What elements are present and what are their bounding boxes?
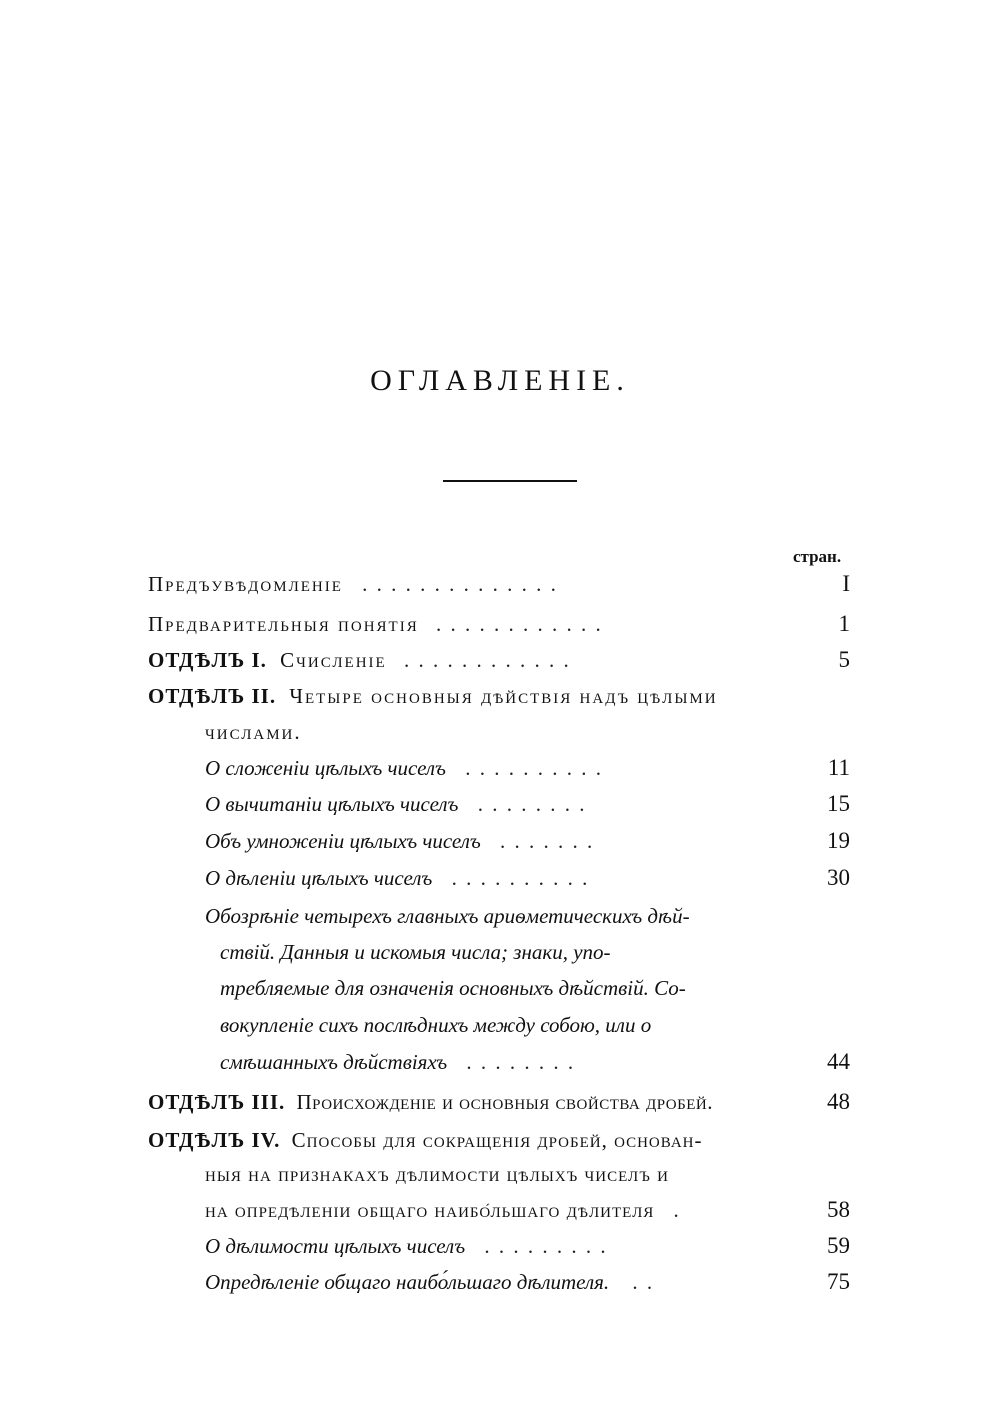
section-prefix: ОТДѢЛЪ III. <box>148 1090 286 1114</box>
leader-dots: . . . . . . . . . . . . <box>435 612 603 636</box>
entry-label: на опредѣленіи общаго наибо́льшаго дѣлителя <box>205 1198 655 1222</box>
entry-label: Предъувѣдомленіе <box>148 572 343 596</box>
toc-entry <box>205 827 594 855</box>
entry-label: Предварительныя понятія <box>148 612 419 636</box>
entry-label: смѣшанныхъ дѣйствіяхъ <box>220 1050 448 1074</box>
section-prefix: ОТДѢЛЪ IV. <box>148 1128 281 1152</box>
toc-entry <box>148 610 603 638</box>
leader-dots: . . . . . . . . <box>466 1050 576 1074</box>
page-number: I <box>842 571 850 596</box>
leader-dots: . . . . . . . . . . <box>465 756 603 780</box>
entry-line: ныя на признакахъ дѣлимости цѣлыхъ чиселъ и <box>205 1162 669 1186</box>
toc-entry <box>205 754 603 782</box>
toc-entry <box>148 570 558 598</box>
page-title: ОГЛАВЛЕНІЕ. <box>370 364 630 397</box>
toc-entry <box>205 1268 654 1296</box>
leader-dots: . . . . . . . . <box>477 792 587 816</box>
page-number: 19 <box>827 828 850 853</box>
page-number: 11 <box>827 755 850 780</box>
page-column-header: стран. <box>793 547 842 566</box>
section-prefix: ОТДѢЛЪ II. <box>148 684 277 708</box>
section-prefix: ОТДѢЛЪ I. <box>148 648 267 672</box>
leader-dots: . . <box>632 1270 655 1294</box>
entry-label: Четыре основныя дѣйствія надъ цѣлыми <box>289 684 718 708</box>
leader-dots: . . . . . . . . . . <box>451 866 590 890</box>
toc-entry <box>148 1126 702 1154</box>
page-number: 48 <box>827 1089 850 1114</box>
page-number: 75 <box>827 1269 850 1294</box>
entry-label: О дѣлимости цѣлыхъ чиселъ <box>205 1234 466 1258</box>
entry-label: Происхожденіе и основныя свойства дробей. <box>296 1090 713 1114</box>
entry-label: О сложеніи цѣлыхъ чиселъ <box>205 756 446 780</box>
entry-line: Обозрѣніе четырехъ главныхъ ариѳметическихъ дѣй- <box>205 904 690 928</box>
leader-dots: . . . . . . . . . <box>484 1234 608 1258</box>
leader-dots: . . . . . . . . . . . . . . <box>362 572 558 596</box>
title-rule <box>443 480 577 482</box>
page-number: 15 <box>827 791 850 816</box>
entry-line: ствій. Данныя и искомыя числа; знаки, упо- <box>220 940 611 964</box>
entry-line: требляемые для означенія основныхъ дѣйствій. Со- <box>220 976 686 1000</box>
page-number: 44 <box>827 1049 850 1074</box>
page-number: 5 <box>838 647 850 672</box>
toc-entry <box>148 682 718 710</box>
page-number: 59 <box>827 1233 850 1258</box>
entry-label: Способы для сокращенія дробей, основан- <box>291 1128 703 1152</box>
entry-line: вокупленіе сихъ послѣднихъ между собою, или о <box>220 1013 652 1037</box>
toc-entry <box>205 864 589 892</box>
toc-entry <box>148 1088 713 1116</box>
leader-dots: . . . . . . . . . . . . <box>403 648 571 672</box>
page-number: 30 <box>827 865 850 890</box>
entry-label: О дѣленіи цѣлыхъ чиселъ <box>205 866 433 890</box>
leader-dots: . . . . . . . <box>500 829 595 853</box>
entry-label: О вычитаніи цѣлыхъ чиселъ <box>205 792 459 816</box>
toc-entry <box>148 646 571 674</box>
entry-label: Объ умноженіи цѣлыхъ чиселъ <box>205 829 481 853</box>
toc-entry <box>205 1196 681 1224</box>
entry-label: Счисленіе <box>280 648 387 672</box>
toc-entry <box>220 1048 575 1076</box>
toc-entry <box>205 790 586 818</box>
page-number: 1 <box>838 611 850 636</box>
page-number: 58 <box>827 1197 850 1222</box>
entry-label: Опредѣленіе общаго наибо́льшаго дѣлителя. <box>205 1270 610 1294</box>
entry-label-continued: числами. <box>205 720 302 744</box>
toc-entry <box>205 1232 608 1260</box>
leader-dots: . <box>673 1198 681 1222</box>
